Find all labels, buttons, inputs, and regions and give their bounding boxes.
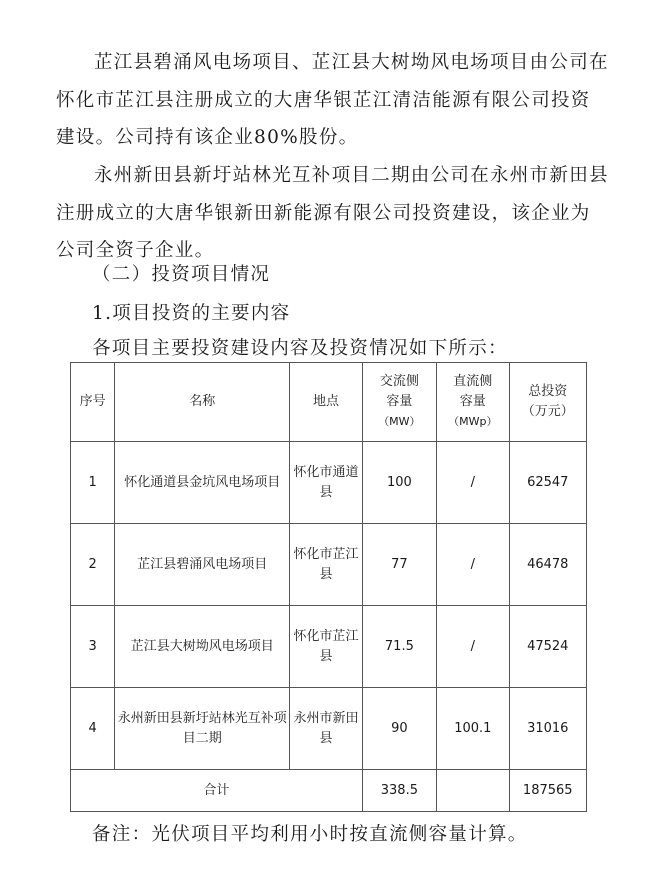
header-dc-line1: 直流侧 [453,374,493,389]
total-investment: 187565 [509,770,587,812]
table-intro: 各项目主要投资建设内容及投资情况如下所示： [92,338,508,359]
cell-investment: 62547 [509,442,587,524]
cell-dc: 100.1 [437,688,509,770]
cell-dc: / [437,606,509,688]
header-name: 名称 [115,363,290,442]
cell-name: 永州新田县新圩站林光互补项目二期 [115,688,290,770]
paragraph-xintian-project: 永州新田县新圩站林光互补项目二期由公司在永州市新田县注册成立的大唐华银新田新能源有限公司投资建设，该企业为公司全资子企业。 [56,165,609,261]
investment-table [70,362,587,812]
paragraph-zhijiang-projects: 芷江县碧涌风电场项目、芷江县大树坳风电场项目由公司在怀化市芷江县注册成立的大唐华银芷江清洁能源有限公司投资建设。公司持有该企业80%股份。 [56,52,609,148]
cell-name: 怀化通道县金坑风电场项目 [115,442,290,524]
header-dc-line3: （MWp） [448,415,498,428]
cell-ac: 71.5 [362,606,436,688]
cell-investment: 47524 [509,606,587,688]
header-investment [509,363,587,442]
cell-location: 怀化市芷江县 [290,524,362,606]
header-ac-line2: 容量 [386,394,413,409]
cell-no: 1 [71,442,115,524]
cell-name: 芷江县大树坳风电场项目 [115,606,290,688]
cell-dc: / [437,442,509,524]
table-header-row [71,363,587,442]
header-no: 序号 [71,363,115,442]
cell-location: 怀化市通道县 [290,442,362,524]
cell-ac: 100 [362,442,436,524]
header-ac-line3: （MW） [378,415,421,428]
cell-ac: 77 [362,524,436,606]
cell-no: 4 [71,688,115,770]
header-inv-line2: （万元） [521,404,574,419]
table-row [71,524,587,606]
header-dc-line2: 容量 [459,394,486,409]
table-note: 备注：光伏项目平均利用小时按直流侧容量计算。 [92,824,528,845]
header-ac-line1: 交流侧 [379,374,419,389]
table-row [71,606,587,688]
header-inv-line1: 总投资 [528,384,568,399]
cell-name: 芷江县碧涌风电场项目 [115,524,290,606]
total-ac: 338.5 [362,770,436,812]
total-label: 合计 [71,770,363,812]
table-row [71,688,587,770]
cell-investment: 31016 [509,688,587,770]
cell-no: 2 [71,524,115,606]
cell-ac: 90 [362,688,436,770]
cell-dc: / [437,524,509,606]
cell-no: 3 [71,606,115,688]
header-dc-capacity [437,363,509,442]
total-dc [437,770,509,812]
table-row [71,442,587,524]
header-ac-capacity [362,363,436,442]
cell-location: 怀化市芷江县 [290,606,362,688]
header-location: 地点 [290,363,362,442]
section-heading: （二）投资项目情况 [92,264,271,285]
table-total-row [71,770,587,812]
subheading: 1.项目投资的主要内容 [92,303,291,324]
cell-location: 永州市新田县 [290,688,362,770]
cell-investment: 46478 [509,524,587,606]
